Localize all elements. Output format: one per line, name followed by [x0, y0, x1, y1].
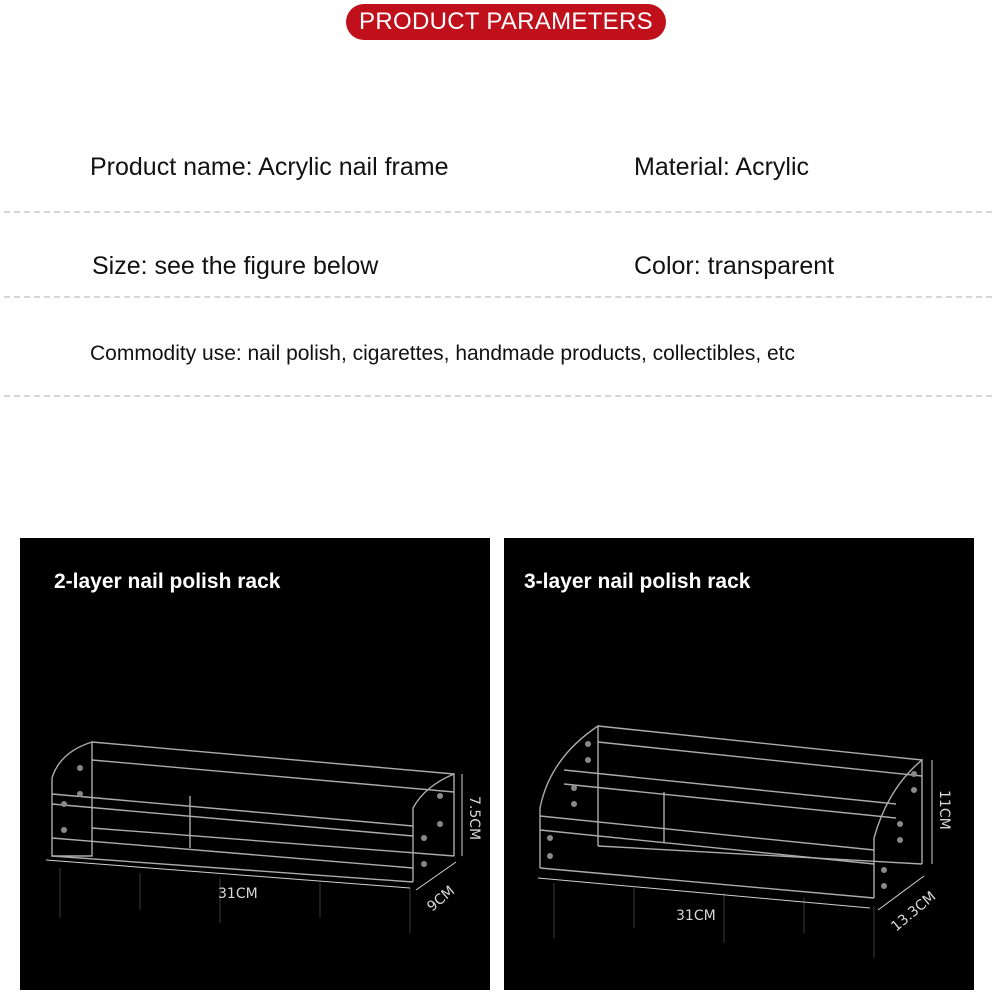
- width-dimension: 31CM: [676, 908, 716, 924]
- width-dimension: 31CM: [218, 886, 258, 902]
- separator: [4, 296, 992, 298]
- panel-title: 3-layer nail polish rack: [524, 570, 751, 593]
- two-layer-rack-panel: [20, 538, 490, 990]
- color-text: Color: transparent: [634, 252, 835, 280]
- section-title-banner: PRODUCT PARAMETERS: [346, 4, 666, 40]
- two-layer-rack-image: [20, 538, 490, 990]
- height-dimension: 7.5CM: [466, 796, 482, 841]
- commodity-use-text: Commodity use: nail polish, cigarettes, handmade products, collectibles, etc: [90, 342, 796, 365]
- separator: [4, 395, 992, 397]
- three-layer-rack-image: [504, 538, 974, 990]
- product-name-text: Product name: Acrylic nail frame: [90, 153, 449, 181]
- panel-title: 2-layer nail polish rack: [54, 570, 281, 593]
- material-text: Material: Acrylic: [634, 153, 810, 181]
- separator: [4, 211, 992, 213]
- depth-dimension: 9CM: [424, 883, 459, 916]
- height-dimension: 11CM: [936, 790, 952, 830]
- size-text: Size: see the figure below: [92, 252, 379, 280]
- depth-dimension: 13.3CM: [888, 888, 940, 936]
- three-layer-rack-panel: [504, 538, 974, 990]
